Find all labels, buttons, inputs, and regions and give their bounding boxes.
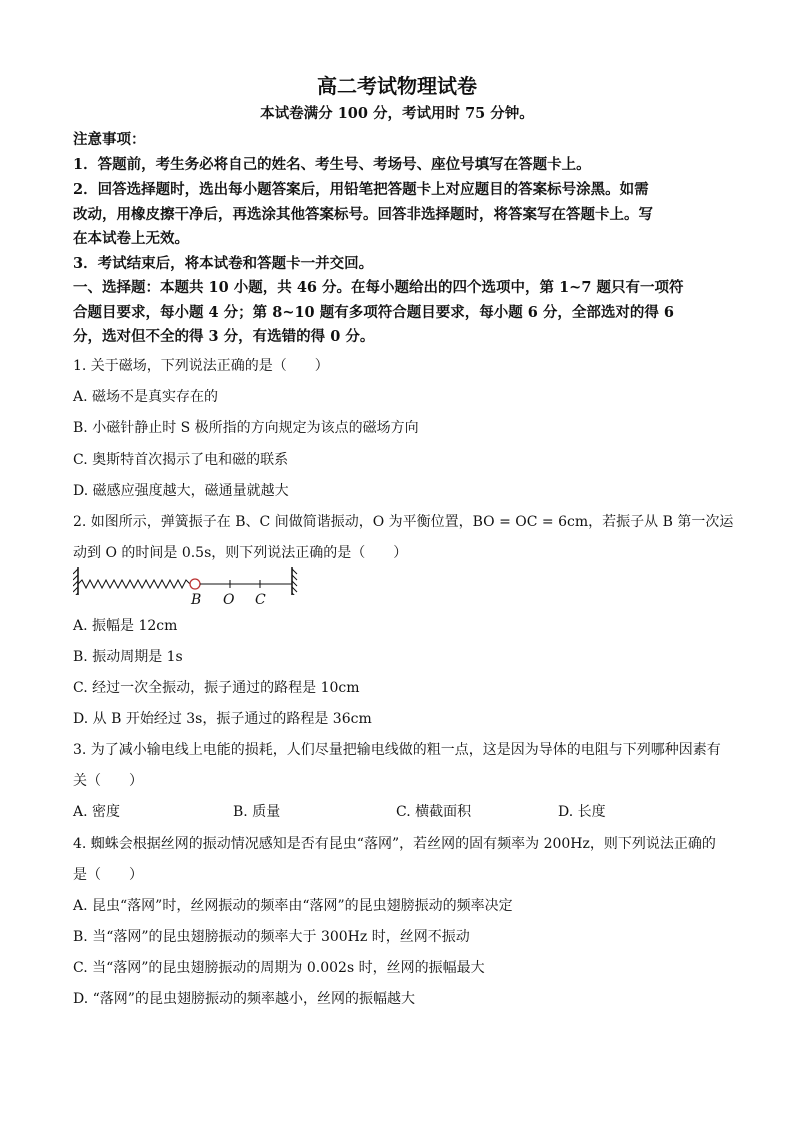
q3-option: B. 质量: [233, 804, 281, 820]
q3-stem: 关（ ）: [73, 773, 143, 789]
q1-option: A. 磁场不是真实存在的: [73, 389, 219, 405]
q1-option: C. 奥斯特首次揭示了电和磁的联系: [73, 452, 289, 468]
note-line: 3．考试结束后，将本试卷和答题卡一并交回。: [73, 255, 374, 272]
q2-option: D. 从 B 开始经过 3s，振子通过的路程是 36cm: [73, 711, 372, 727]
q4-stem: 4. 蜘蛛会根据丝网的振动情况感知是否有昆虫“落网”，若丝网的固有频率为 200Hz，则下列说法正确的: [73, 836, 716, 852]
figure-label-o: O: [223, 592, 235, 608]
q2-stem: 动到 O 的时间是 0.5s，则下列说法正确的是（ ）: [73, 545, 408, 561]
q4-option: A. 昆虫“落网”时，丝网振动的频率由“落网”的昆虫翅膀振动的频率决定: [73, 898, 513, 914]
q3-options-row: [73, 802, 723, 822]
note-line: 在本试卷上无效。: [73, 230, 189, 247]
q2-option: C. 经过一次全振动，振子通过的路程是 10cm: [73, 680, 360, 696]
q1-option: D. 磁感应强度越大，磁通量就越大: [73, 483, 289, 499]
figure-label-b: B: [191, 592, 202, 608]
q2-option: B. 振动周期是 1s: [73, 649, 183, 665]
q4-option: B. 当“落网”的昆虫翅膀振动的频率大于 300Hz 时，丝网不振动: [73, 929, 470, 945]
notes-heading: 注意事项：: [73, 131, 146, 148]
q2-option: A. 振幅是 12cm: [73, 618, 178, 634]
spring-oscillator-figure: [73, 565, 313, 613]
q4-option: C. 当“落网”的昆虫翅膀振动的周期为 0.002s 时，丝网的振幅最大: [73, 960, 485, 976]
q2-stem: 2. 如图所示，弹簧振子在 B、C 间做简谐振动，O 为平衡位置，BO = OC = 6cm，若振子从 B 第一次运: [73, 514, 734, 530]
note-line: 改动，用橡皮擦干净后，再选涂其他答案标号。回答非选择题时，将答案写在答题卡上。写: [73, 206, 653, 223]
q3-option: A. 密度: [73, 804, 121, 820]
q4-option: D. “落网”的昆虫翅膀振动的频率越小，丝网的振幅越大: [73, 991, 415, 1007]
exam-subtitle: 本试卷满分 100 分，考试用时 75 分钟。: [260, 105, 534, 122]
exam-title: 高二考试物理试卷: [317, 74, 477, 98]
q1-option: B. 小磁针静止时 S 极所指的方向规定为该点的磁场方向: [73, 420, 419, 436]
section-line: 一、选择题：本题共 10 小题，共 46 分。在每小题给出的四个选项中，第 1~7 题只有一项符: [73, 279, 684, 296]
q1-stem: 1. 关于磁场，下列说法正确的是（ ）: [73, 358, 329, 374]
q3-stem: 3. 为了减小输电线上电能的损耗，人们尽量把输电线做的粗一点，这是因为导体的电阻与下列哪种因素有: [73, 742, 721, 758]
note-line: 2．回答选择题时，选出每小题答案后，用铅笔把答题卡上对应题目的答案标号涂黑。如需: [73, 181, 649, 198]
q3-option: C. 横截面积: [396, 804, 472, 820]
note-line: 1．答题前，考生务必将自己的姓名、考生号、考场号、座位号填写在答题卡上。: [73, 156, 591, 173]
q4-stem: 是（ ）: [73, 867, 143, 883]
figure-label-c: C: [255, 592, 266, 608]
section-line: 分，选对但不全的得 3 分，有选错的得 0 分。: [73, 328, 375, 345]
q3-option: D. 长度: [558, 804, 606, 820]
section-line: 合题目要求，每小题 4 分；第 8~10 题有多项符合题目要求，每小题 6 分，全部选对的得 6: [73, 304, 675, 321]
